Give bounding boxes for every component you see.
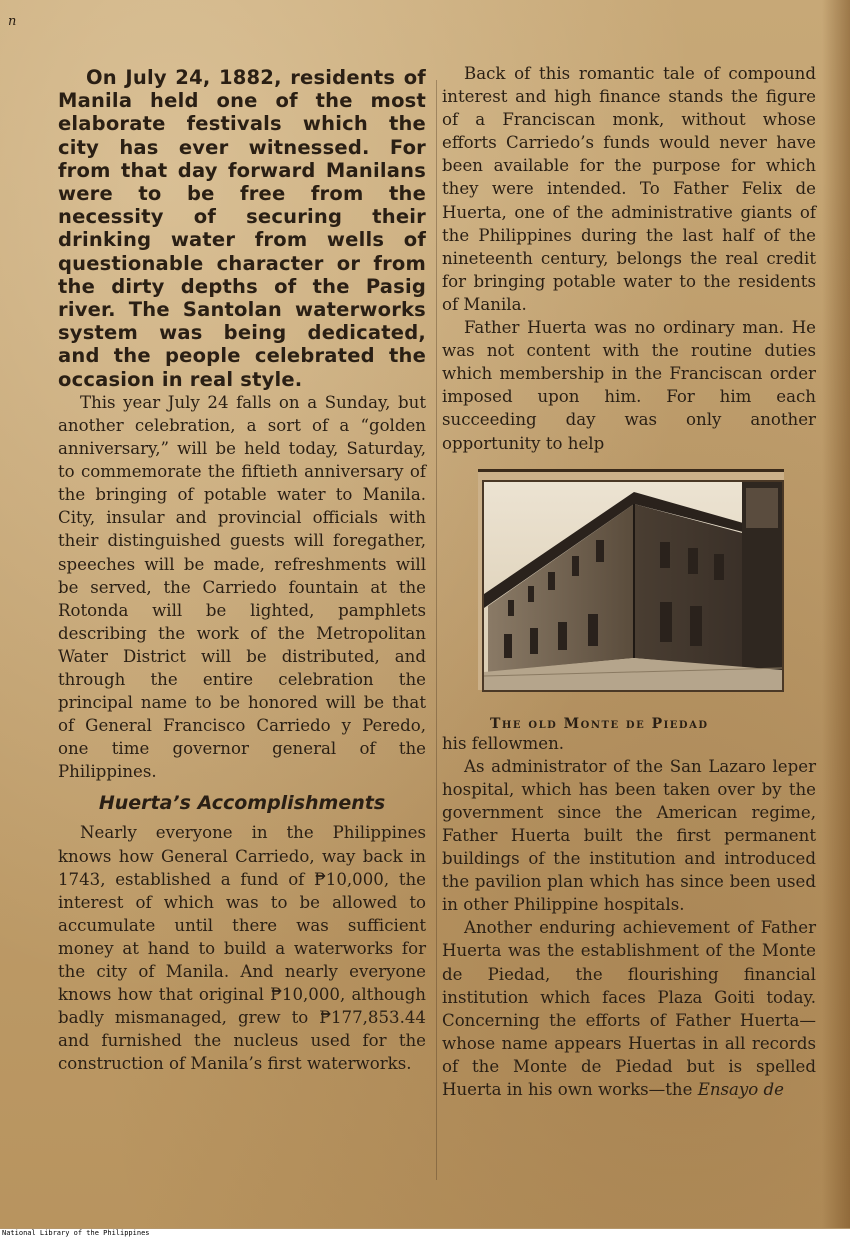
page-edge-shadow xyxy=(822,0,850,1228)
page-number: n xyxy=(8,14,17,29)
column-divider xyxy=(436,80,437,1180)
monte-de-piedad-photo xyxy=(482,480,784,692)
lead-paragraph: On July 24, 1882, residents of Manila held one of the most elaborate festivals which the city has ever witnessed. For from that day forward Manilans were to be free from the necessity of securing their drinking water from wells of questionable character or from the dirty depths of the Pasig river. The Santolan waterworks system was being dedicated, and the people celebrated the occasion in real style. xyxy=(58,66,426,391)
photo-frame xyxy=(478,469,784,690)
paragraph-text: Another enduring achievement of Father Huerta was the establishment of the Monte de Piedad, the flourishing financial institution which faces Plaza Goiti today. Concerning the efforts of Father Huerta—whose name appears Huertas in all records of the Monte de Piedad but is spelled Huerta in his own works—the xyxy=(442,918,816,1099)
left-column xyxy=(58,66,426,1075)
footer-credit: National Library of the Philippines xyxy=(0,1229,850,1238)
right-column xyxy=(442,62,816,1101)
photo-caption: The old Monte de Piedad xyxy=(490,715,709,732)
body-paragraph: Back of this romantic tale of compound interest and high finance stands the figure of a Franciscan monk, without whose efforts Carriedo’s funds would never have been available for the purpose for which they were intended. To Father Felix de Huerta, one of the administrative giants of the Philippines during the last half of the nineteenth century, belongs the real credit for bringing potable water to the residents of Manila. xyxy=(442,64,816,314)
body-paragraph: Father Huerta was no ordinary man. He was not content with the routine duties which membership in the Franciscan order imposed upon him. For him each succeeding day was only another opportunity to help xyxy=(442,318,816,453)
body-paragraph: Nearly everyone in the Philippines knows how General Carriedo, way back in 1743, established a fund of ₱10,000, the interest of which was to be allowed to accumulate until there was sufficient money at hand to build a waterworks for the city of Manila. And nearly everyone knows how that original ₱10,000, although badly mismanaged, grew to ₱177,853.44 and furnished the nucleus used for the construction of Manila’s first waterworks. xyxy=(58,823,426,1074)
body-paragraph: his fellowmen. xyxy=(442,733,565,753)
book-title-italic: Ensayo de xyxy=(697,1080,784,1099)
body-paragraph: This year July 24 falls on a Sunday, but another celebration, a sort of a “golden anniversary,” will be held today, Saturday, to commemorate the fiftieth anniversary of the bringing of potable water to Manila. City, insular and provincial officials with their distinguished guests will foregather, speeches will be made, refreshments will be served, the Carriedo fountain at the Rotonda will be lighted, pamphlets describing the work of the Metropolitan Water District will be distributed, and through the entire celebration the principal name to be honored will be that of General Francisco Carriedo y Peredo, one time governor general of the Philippines. xyxy=(58,392,426,782)
body-paragraph xyxy=(442,916,816,1101)
body-paragraph: As administrator of the San Lazaro leper hospital, which has been taken over by the government since the American regime, Father Huerta built the first permanent buildings of the institution and introduced the pavilion plan which has since been used in other Philippine hospitals. xyxy=(442,756,816,915)
section-subheading: Huerta’s Accomplishments xyxy=(98,792,386,815)
